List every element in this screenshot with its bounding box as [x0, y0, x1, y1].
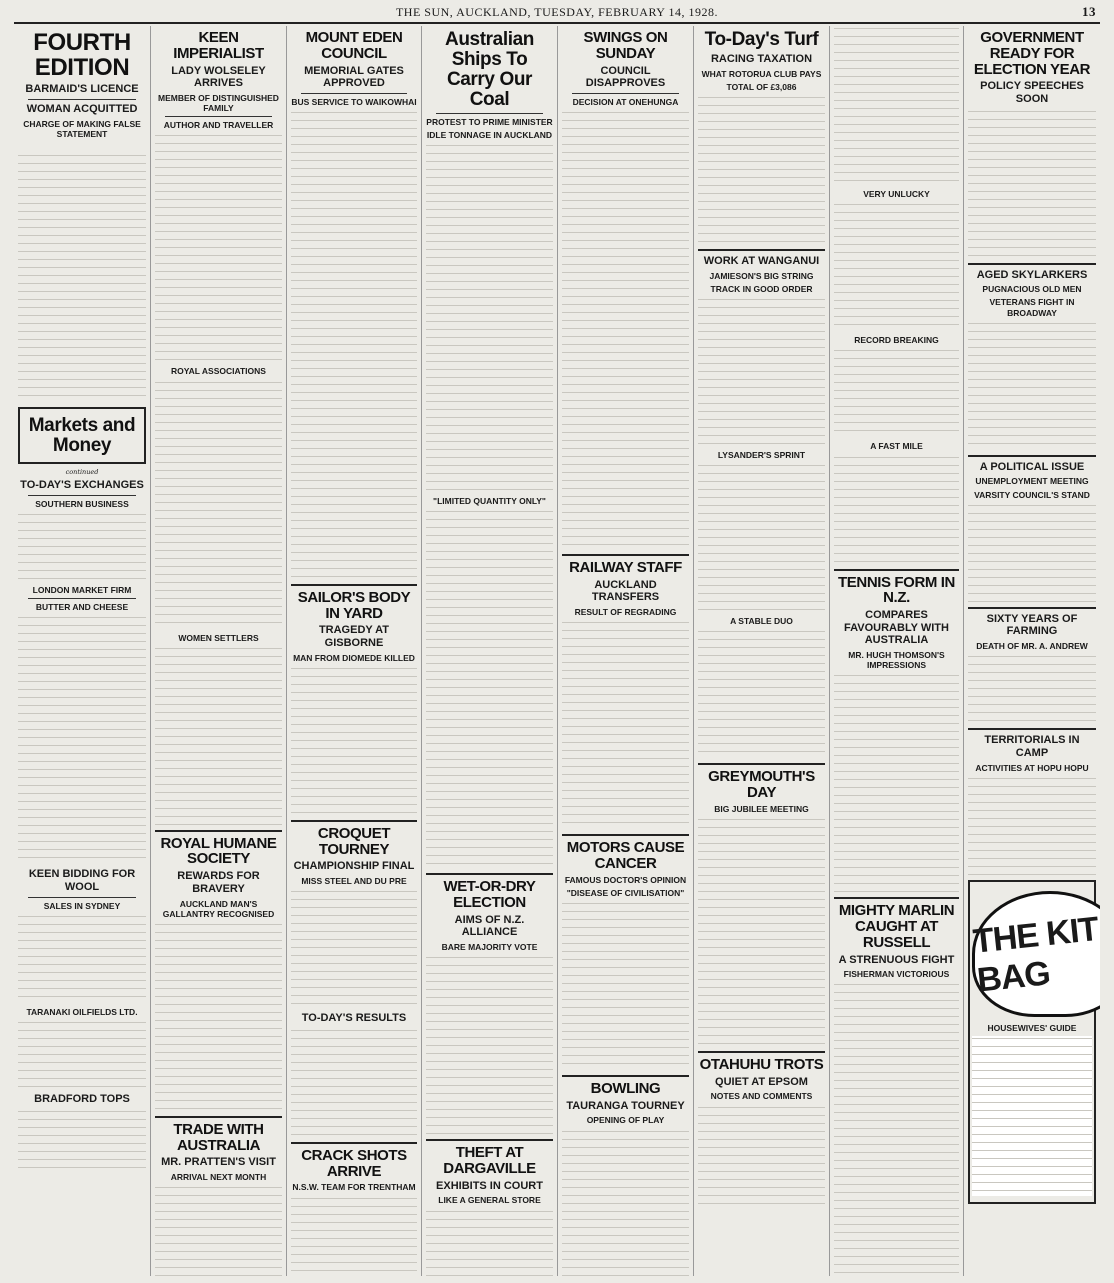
- very-unlucky: VERY UNLUCKY: [863, 189, 930, 199]
- royal-associations: ROYAL ASSOCIATIONS: [171, 366, 266, 377]
- women-settlers: WOMEN SETTLERS: [178, 632, 259, 643]
- imperialist-subhead-3: AUTHOR AND TRAVELLER: [163, 120, 274, 131]
- column-5: [558, 26, 694, 1276]
- barmaids-subhead-2: CHARGE OF MAKING FALSE STATEMENT: [23, 118, 141, 139]
- barmaids-headline: BARMAID'S LICENCE: [25, 83, 139, 96]
- crack-shots-headline: CRACK SHOTS ARRIVE: [301, 1146, 407, 1180]
- eden-headline: MOUNT EDEN COUNCIL: [305, 29, 403, 62]
- trade-headline: TRADE WITH AUSTRALIA: [173, 1120, 264, 1154]
- tennis-subhead-2: MR. HUGH THOMSON'S IMPRESSIONS: [848, 649, 945, 671]
- kitbag-title: THE KIT BAG: [971, 909, 1100, 1000]
- bowling-subhead: TAURANGA TOURNEY: [566, 1099, 685, 1112]
- humane-subhead: REWARDS FOR BRAVERY: [177, 870, 260, 895]
- govt-headline: GOVERNMENT READY FOR ELECTION YEAR: [973, 29, 1091, 78]
- swings-subhead-2: DECISION AT ONEHUNGA: [572, 96, 679, 107]
- southern-business: SOUTHERN BUSINESS: [35, 498, 129, 509]
- masthead-title: THE SUN, AUCKLAND, TUESDAY, FEBRUARY 14, 1928.: [395, 5, 719, 19]
- camp-subhead: ACTIVITIES AT HOPU HOPU: [975, 762, 1089, 773]
- limited-quantity: "LIMITED QUANTITY ONLY": [433, 496, 546, 507]
- otahuhu-subhead-2: NOTES AND COMMENTS: [710, 1091, 813, 1102]
- kitbag-logo: [972, 891, 1100, 1017]
- trade-subhead-2: ARRIVAL NEXT MONTH: [170, 1172, 267, 1183]
- otahuhu-headline: OTAHUHU TROTS: [699, 1056, 824, 1074]
- eden-subhead-2: BUS SERVICE TO WAIKOWHAI: [291, 96, 417, 107]
- turf-subhead-3: TOTAL OF £3,086: [726, 81, 797, 92]
- otahuhu-subhead: QUIET AT EPSOM: [715, 1075, 808, 1088]
- stable-duo: A STABLE DUO: [730, 616, 793, 627]
- barmaids-subhead: WOMAN ACQUITTED: [26, 103, 138, 116]
- column-7: [830, 26, 964, 1276]
- marlin-subhead-2: FISHERMAN VICTORIOUS: [843, 969, 950, 980]
- sailor-subhead-2: MAN FROM DIOMEDE KILLED: [293, 652, 415, 663]
- railway-headline: RAILWAY STAFF: [569, 558, 682, 576]
- theft-subhead-2: LIKE A GENERAL STORE: [438, 1195, 541, 1206]
- camp-headline: TERRITORIALS IN CAMP: [984, 734, 1080, 759]
- markets-headline: Markets and Money: [28, 415, 136, 457]
- eden-subhead: MEMORIAL GATES APPROVED: [304, 64, 404, 90]
- humane-headline: ROYAL HUMANE SOCIETY: [160, 834, 277, 868]
- sailor-headline: SAILOR'S BODY IN YARD: [297, 588, 411, 622]
- column-4: [422, 26, 558, 1276]
- turf-headline: To-Day's Turf: [704, 29, 819, 50]
- fast-mile: A FAST MILE: [870, 441, 923, 452]
- turf-subhead: RACING TAXATION: [710, 52, 813, 65]
- political-subhead: UNEMPLOYMENT MEETING: [975, 476, 1089, 487]
- sailor-subhead: TRAGEDY AT GISBORNE: [318, 624, 390, 650]
- greymouth-headline: GREYMOUTH'S DAY: [708, 768, 815, 802]
- croquet-subhead: CHAMPIONSHIP FINAL: [293, 860, 415, 873]
- london-market: LONDON MARKET FIRM: [32, 585, 132, 596]
- lysander-sprint: LYSANDER'S SPRINT: [717, 449, 806, 460]
- trade-subhead: MR. PRATTEN'S VISIT: [161, 1156, 276, 1169]
- govt-subhead: POLICY SPEECHES SOON: [980, 80, 1084, 105]
- markets-box: [18, 407, 146, 464]
- exchanges-headline: TO-DAY'S EXCHANGES: [20, 479, 144, 492]
- skylarkers-headline: AGED SKYLARKERS: [976, 268, 1088, 281]
- column-2: [151, 26, 287, 1276]
- crack-shots-subhead: N.S.W. TEAM FOR TRENTHAM: [292, 1182, 416, 1193]
- motors-headline: MOTORS CAUSE CANCER: [566, 839, 685, 872]
- skylarkers-subhead-2: VETERANS FIGHT IN BROADWAY: [989, 297, 1075, 318]
- ships-headline: Australian Ships To Carry Our Coal: [445, 29, 534, 110]
- swings-headline: SWINGS ON SUNDAY: [583, 29, 668, 62]
- results-headline: TO-DAY'S RESULTS: [301, 1012, 407, 1025]
- column-3: [287, 26, 422, 1276]
- bowling-subhead-2: OPENING OF PLAY: [586, 1115, 665, 1126]
- wet-dry-headline: WET-OR-DRY ELECTION: [443, 878, 536, 912]
- wet-dry-subhead-2: BARE MAJORITY VOTE: [441, 942, 538, 953]
- railway-subhead-2: RESULT OF REGRADING: [574, 607, 677, 617]
- edition-title: FOURTH EDITION: [33, 29, 131, 82]
- croquet-headline: CROQUET TOURNEY: [317, 824, 391, 858]
- skylarkers-subhead: PUGNACIOUS OLD MEN: [982, 284, 1082, 295]
- motors-subhead-2: "DISEASE OF CIVILISATION": [566, 887, 685, 898]
- ships-subhead: PROTEST TO PRIME MINISTER: [426, 116, 553, 127]
- marlin-subhead: A STRENUOUS FIGHT: [838, 953, 955, 966]
- theft-subhead: EXHIBITS IN COURT: [436, 1179, 543, 1192]
- column-6: [694, 26, 830, 1276]
- wanganui-subhead-2: TRACK IN GOOD ORDER: [710, 283, 813, 294]
- wool-headline: KEEN BIDDING FOR WOOL: [28, 868, 136, 894]
- column-1: [14, 26, 151, 1276]
- markets-continued: continued: [65, 468, 99, 477]
- farming-headline: SIXTY YEARS OF FARMING: [986, 612, 1078, 638]
- political-subhead-2: VARSITY COUNCIL'S STAND: [974, 489, 1090, 500]
- wool-subhead: SALES IN SYDNEY: [43, 900, 121, 911]
- imperialist-subhead: LADY WOLSELEY ARRIVES: [171, 64, 266, 90]
- tennis-headline: TENNIS FORM IN N.Z.: [838, 573, 955, 607]
- imperialist-headline: KEEN IMPERIALIST: [173, 29, 264, 62]
- marlin-headline: MIGHTY MARLIN CAUGHT AT RUSSELL: [838, 902, 955, 951]
- political-headline: A POLITICAL ISSUE: [979, 460, 1085, 473]
- kitbag-advert: [968, 880, 1100, 1204]
- humane-subhead-2: AUCKLAND MAN'S GALLANTRY RECOGNISED: [162, 898, 275, 919]
- page-number: 13: [1082, 4, 1096, 19]
- greymouth-subhead: BIG JUBILEE MEETING: [714, 803, 809, 814]
- wanganui-subhead: JAMIESON'S BIG STRING: [709, 270, 814, 281]
- record-breaking: RECORD BREAKING: [854, 335, 939, 346]
- turf-subhead-2: WHAT ROTORUA CLUB PAYS: [701, 68, 822, 79]
- tennis-subhead: COMPARES FAVOURABLY WITH AUSTRALIA: [844, 609, 949, 647]
- butter-cheese: BUTTER AND CHEESE: [35, 602, 129, 613]
- taranaki-headline: TARANAKI OILFIELDS LTD.: [26, 1006, 138, 1017]
- imperialist-subhead-2: MEMBER OF DISTINGUISHED FAMILY: [158, 92, 279, 113]
- swings-subhead: COUNCIL DISAPPROVES: [585, 64, 666, 90]
- ships-subhead-2: IDLE TONNAGE IN AUCKLAND: [426, 129, 553, 140]
- bradford-headline: BRADFORD TOPS: [34, 1093, 130, 1106]
- masthead: [14, 0, 1100, 24]
- farming-subhead: DEATH OF MR. A. ANDREW: [976, 641, 1088, 652]
- column-8: [964, 26, 1100, 1276]
- wanganui-headline: WORK AT WANGANUI: [703, 254, 820, 267]
- railway-subhead: AUCKLAND TRANSFERS: [591, 578, 660, 604]
- bowling-headline: BOWLING: [590, 1080, 661, 1098]
- wet-dry-subhead: AIMS OF N.Z. ALLIANCE: [454, 913, 525, 939]
- housewives-guide: HOUSEWIVES' GUIDE: [987, 1022, 1077, 1033]
- croquet-subhead-2: MISS STEEL AND DU PRE: [301, 876, 407, 887]
- theft-headline: THEFT AT DARGAVILLE: [443, 1144, 536, 1178]
- motors-subhead: FAMOUS DOCTOR'S OPINION: [564, 874, 687, 885]
